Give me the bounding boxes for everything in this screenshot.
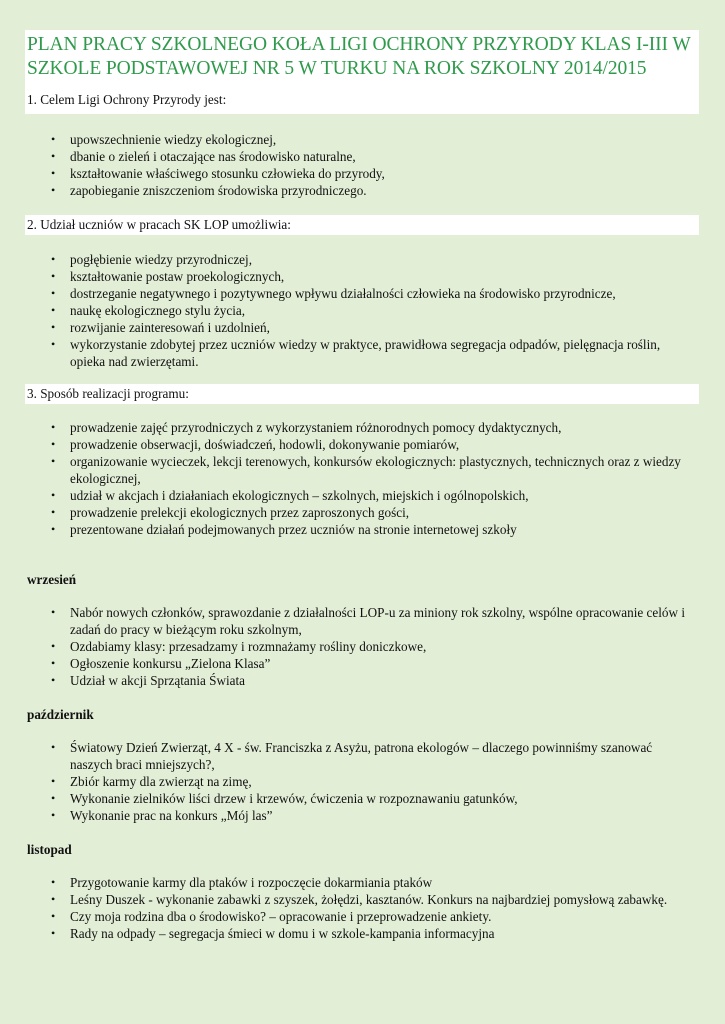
- november-list: [25, 874, 697, 942]
- list-item: • Nabór nowych członków, sprawozdanie z działalności LOP-u za miniony rok szkolny, wspólne opracowanie celów i zadań do pracy w bieżącym roku szkolnym,: [25, 604, 697, 638]
- title-block: [25, 30, 699, 114]
- goals-heading: 1. Celem Ligi Ochrony Przyrody jest:: [27, 92, 227, 107]
- list-item: • pogłębienie wiedzy przyrodniczej,: [25, 251, 697, 268]
- list-item: • udział w akcjach i działaniach ekologicznych – szkolnych, miejskich i ogólnopolskich,: [25, 487, 697, 504]
- list-item: • Zbiór karmy dla zwierząt na zimę,: [25, 773, 697, 790]
- list-item: • Wykonanie zielników liści drzew i krzewów, ćwiczenia w rozpoznawaniu gatunków,: [25, 790, 697, 807]
- list-item: • Czy moja rodzina dba o środowisko? – opracowanie i przeprowadzenie ankiety.: [25, 908, 697, 925]
- list-item: • rozwijanie zainteresowań i uzdolnień,: [25, 319, 697, 336]
- month-heading-october: październik: [27, 707, 94, 722]
- list-item: • prezentowane działań podejmowanych przez uczniów na stronie internetowej szkoły: [25, 521, 697, 538]
- list-item: • Udział w akcji Sprzątania Świata: [25, 672, 697, 689]
- list-item: • zapobieganie zniszczeniom środowiska przyrodniczego.: [25, 182, 697, 199]
- list-item: • prowadzenie obserwacji, doświadczeń, hodowli, dokonywanie pomiarów,: [25, 436, 697, 453]
- october-list: [25, 739, 697, 824]
- list-item: • Światowy Dzień Zwierząt, 4 X - św. Franciszka z Asyżu, patrona ekologów – dlaczego powinniśmy szanować naszych braci mniejszych?,: [25, 739, 697, 773]
- list-item: • organizowanie wycieczek, lekcji terenowych, konkursów ekologicznych: plastycznych, technicznych oraz z wiedzy ekologicznej,: [25, 453, 697, 487]
- section3-heading: 3. Sposób realizacji programu:: [25, 384, 699, 404]
- list-item: • Leśny Duszek - wykonanie zabawki z szyszek, żołędzi, kasztanów. Konkurs na najbardziej pomysłową zabawkę.: [25, 891, 697, 908]
- list-item: • Wykonanie prac na konkurs „Mój las”: [25, 807, 697, 824]
- list-item: • naukę ekologicznego stylu życia,: [25, 302, 697, 319]
- goals-list: [25, 131, 697, 199]
- section3-list: [25, 419, 697, 538]
- list-item: • kształtowanie postaw proekologicznych,: [25, 268, 697, 285]
- month-heading-november: listopad: [27, 842, 72, 857]
- list-item: • kształtowanie właściwego stosunku człowieka do przyrody,: [25, 165, 697, 182]
- section2-list: [25, 251, 697, 370]
- list-item: • Ogłoszenie konkursu „Zielona Klasa”: [25, 655, 697, 672]
- document-title: PLAN PRACY SZKOLNEGO KOŁA LIGI OCHRONY PRZYRODY KLAS I-III W SZKOLE PODSTAWOWEJ NR 5 W TURKU NA ROK SZKOLNY 2014/2015: [27, 34, 691, 79]
- list-item: • prowadzenie prelekcji ekologicznych przez zaproszonych gości,: [25, 504, 697, 521]
- list-item: • upowszechnienie wiedzy ekologicznej,: [25, 131, 697, 148]
- month-heading-september: wrzesień: [27, 572, 77, 587]
- list-item: • dbanie o zieleń i otaczające nas środowisko naturalne,: [25, 148, 697, 165]
- section2-heading: 2. Udział uczniów w pracach SK LOP umożliwia:: [25, 215, 699, 235]
- list-item: • prowadzenie zajęć przyrodniczych z wykorzystaniem różnorodnych pomocy dydaktycznych,: [25, 419, 697, 436]
- september-list: [25, 604, 697, 689]
- list-item: • Przygotowanie karmy dla ptaków i rozpoczęcie dokarmiania ptaków: [25, 874, 697, 891]
- list-item: • Rady na odpady – segregacja śmieci w domu i w szkole-kampania informacyjna: [25, 925, 697, 942]
- list-item: • wykorzystanie zdobytej przez uczniów wiedzy w praktyce, prawidłowa segregacja odpadów, pielęgnacja roślin, opieka nad zwierzętami.: [25, 336, 697, 370]
- list-item: • Ozdabiamy klasy: przesadzamy i rozmnażamy rośliny doniczkowe,: [25, 638, 697, 655]
- list-item: • dostrzeganie negatywnego i pozytywnego wpływu działalności człowieka na środowisko przyrodnicze,: [25, 285, 697, 302]
